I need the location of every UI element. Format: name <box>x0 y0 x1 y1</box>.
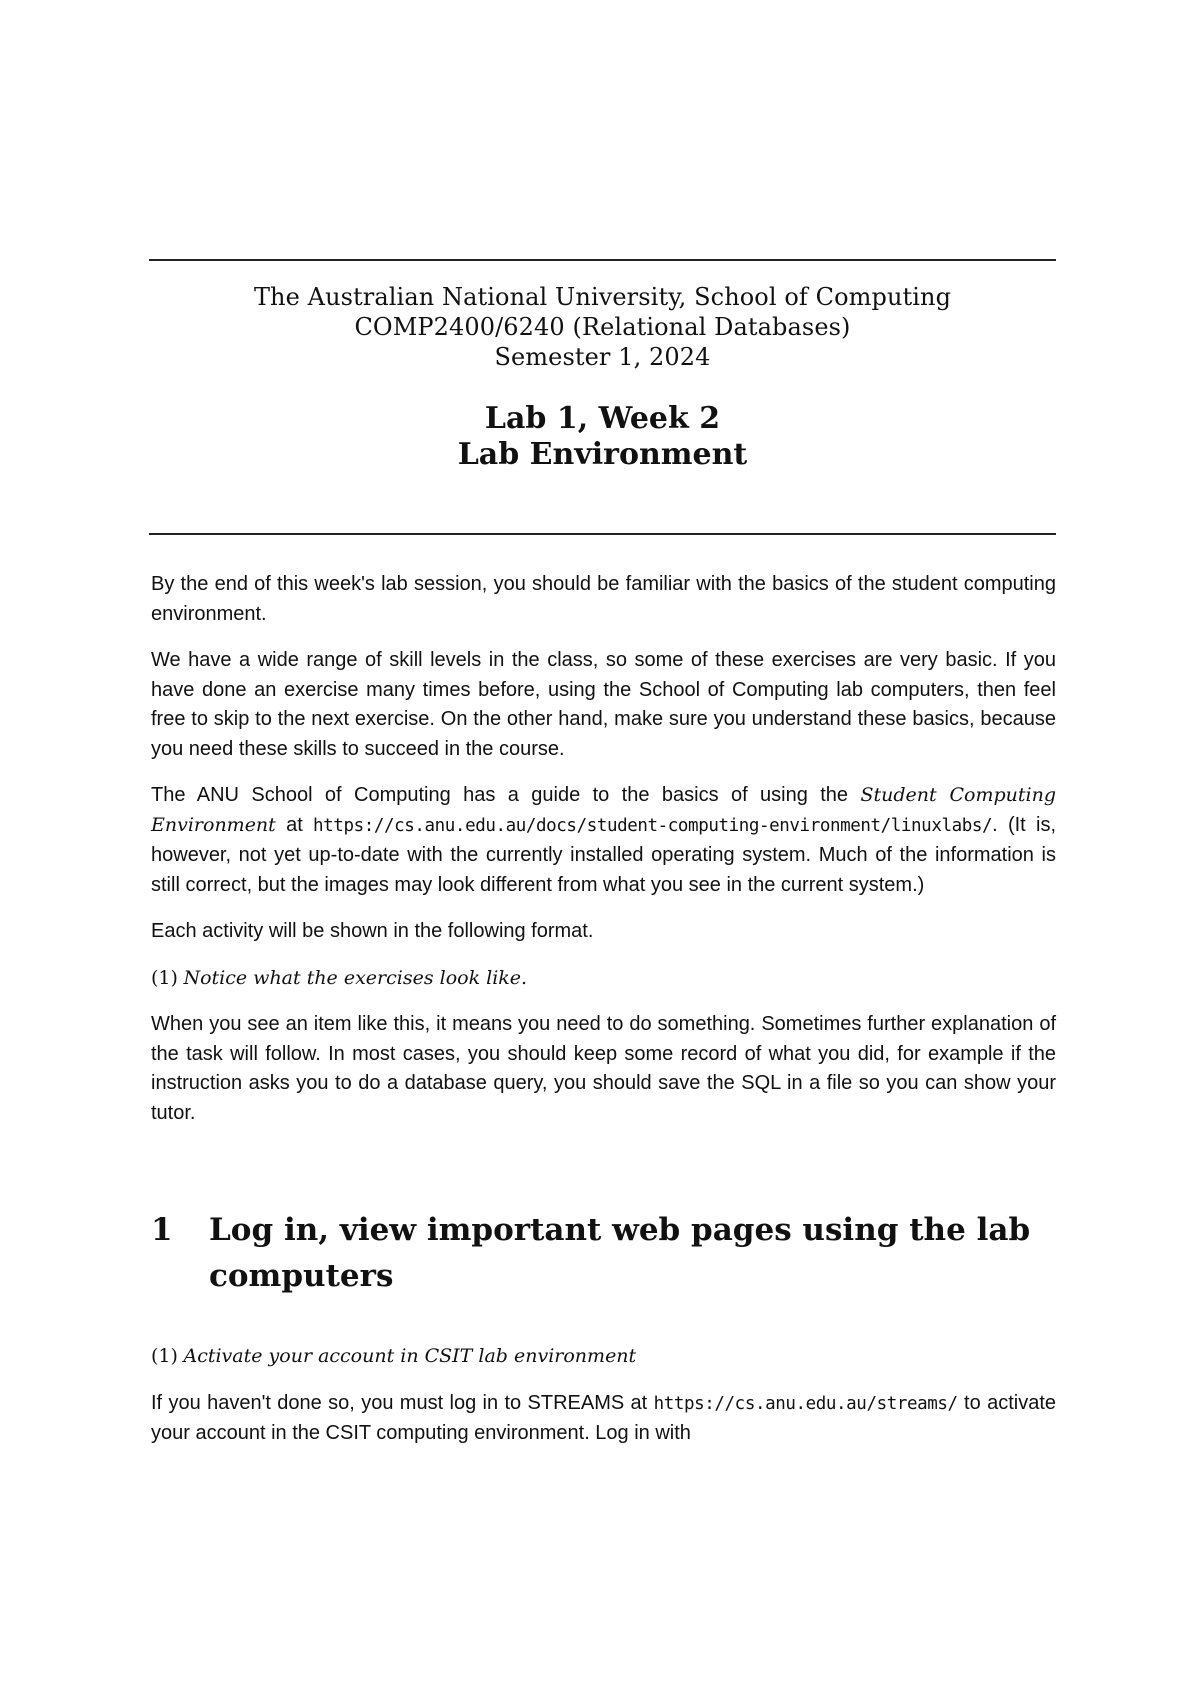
lab-title-line1: Lab 1, Week 2 <box>484 401 721 436</box>
lab-title-line2: Lab Environment <box>457 437 748 472</box>
section-item-text: Activate your account in CSIT lab environment <box>183 1345 637 1367</box>
streams-url-link[interactable]: https://cs.anu.edu.au/streams/ <box>653 1393 958 1414</box>
university-line: The Australian National University, School of Computing <box>253 283 952 311</box>
intro-paragraph-5: When you see an item like this, it means you need to do something. Sometimes further explanation of the task will follow. In most cases, you should keep some record of what you did, for example if the instruction asks you to do a database query, you should save the SQL in a file so you can show your tutor. <box>151 1013 1056 1124</box>
top-rule <box>149 259 1056 261</box>
lab-title <box>149 401 1056 473</box>
intro-paragraph-3 <box>151 781 1056 900</box>
intro-paragraph-4: Each activity will be shown in the following format. <box>151 920 594 942</box>
intro-paragraph-2: We have a wide range of skill levels in the class, so some of these exercises are very basic. If you have done an exercise many times before, using the School of Computing lab computers, then feel free to skip to the next exercise. On the other hand, make sure you understand these basics, because you need these skills to succeed in the course. <box>151 649 1056 760</box>
p3-text-before: The ANU School of Computing has a guide to the basics of using the <box>151 784 861 806</box>
example-item-text: Notice what the exercises look like. <box>183 966 528 989</box>
example-item-number: (1) <box>151 966 178 989</box>
section-number: 1 <box>151 1212 173 1248</box>
document-header <box>149 282 1056 372</box>
s1p1-text-after: to activate your account in the CSIT computing environment. Log in with <box>151 1391 1056 1444</box>
section-item-number: (1) <box>151 1345 178 1367</box>
p3-text-at: at <box>275 813 314 836</box>
example-item <box>151 964 1056 994</box>
semester-line: Semester 1, 2024 <box>494 343 711 371</box>
bottom-rule <box>149 533 1056 535</box>
p3-text-after: . (It is, however, not yet up-to-date with the currently installed operating system. Much of the information is still correct, but the images may look different from what you see in the current system.) <box>151 813 1056 896</box>
section-1-item <box>151 1342 1056 1372</box>
s1p1-text-before: If you haven't done so, you must log in to STREAMS at <box>151 1391 654 1414</box>
section-1-paragraph-1 <box>151 1389 1056 1449</box>
course-line: COMP2400/6240 (Relational Databases) <box>354 313 851 341</box>
p3-emphasis: Student Computing Environment <box>151 784 1057 836</box>
intro-paragraph-1: By the end of this week's lab session, you should be familiar with the basics of the student computing environment. <box>151 573 1056 625</box>
section-title: Log in, view important web pages using the lab computers <box>209 1212 1031 1294</box>
intro-body <box>151 570 1056 1145</box>
section-1-heading <box>151 1207 1056 1299</box>
guide-url-link[interactable]: https://cs.anu.edu.au/docs/student-computing-environment/linuxlabs/ <box>313 815 993 836</box>
section-1-body <box>151 1342 1056 1466</box>
